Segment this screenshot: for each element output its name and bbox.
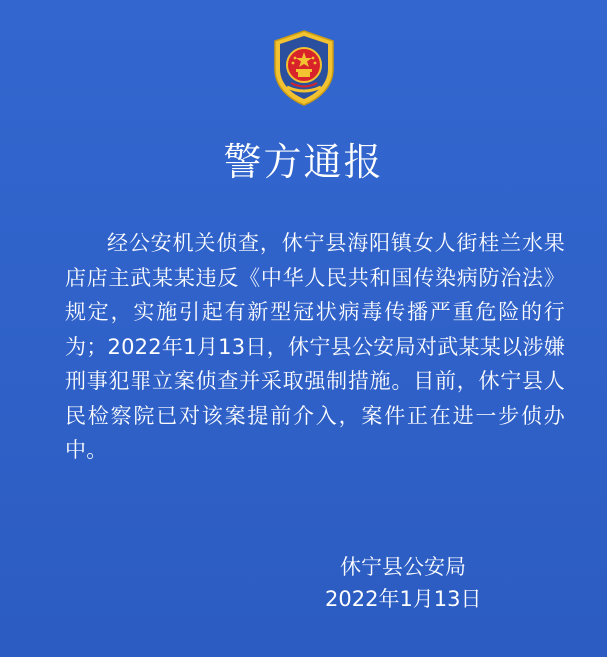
notice-body: 经公安机关侦查，休宁县海阳镇女人街桂兰水果店店主武某某违反《中华人民共和国传染病防治法》规定，实施引起有新型冠状病毒传播严重危险的行为；2022年1月13日，休宁县公安局对武某某以涉嫌刑事犯罪立案侦查并采取强制措施。目前，休宁县人民检察院已对该案提前介入，案件正在进一步侦办中。 <box>65 231 565 462</box>
signature-organization: 休宁县公安局 <box>340 555 466 579</box>
police-emblem-icon <box>269 29 339 107</box>
notice-title: 警方通报 <box>223 140 384 184</box>
signature-date: 2022年1月13日 <box>325 587 482 611</box>
